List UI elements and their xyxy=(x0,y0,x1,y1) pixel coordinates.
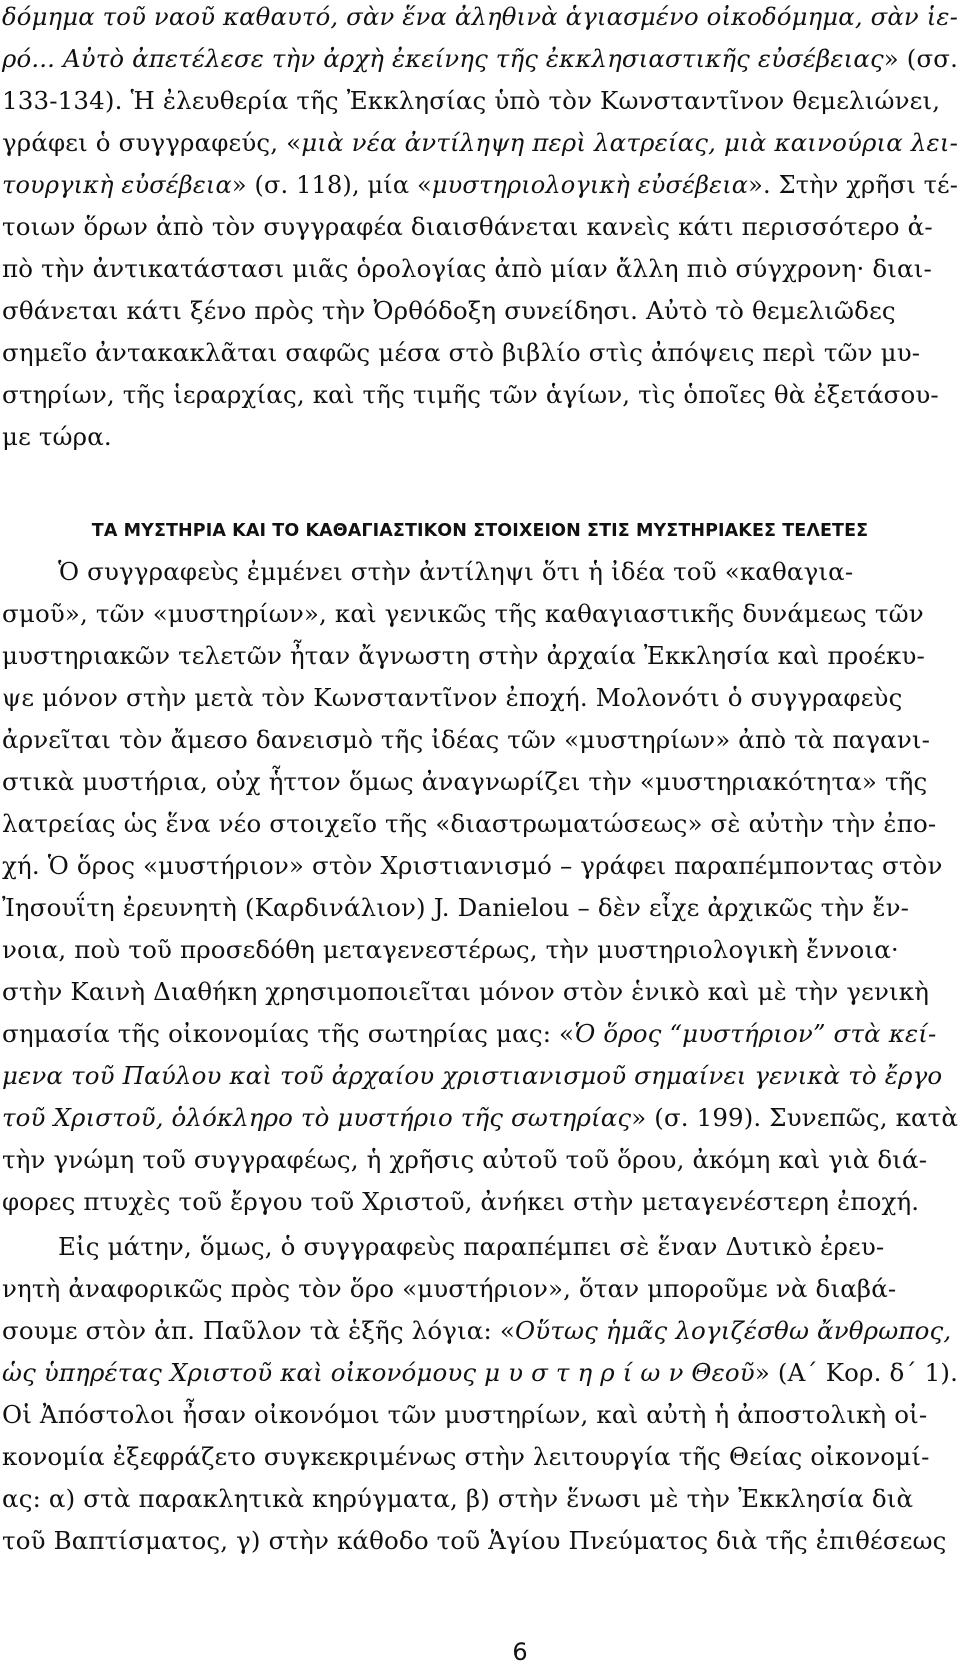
text-line: ρό... Αὐτὸ ἀπετέλεσε τὴν ἀρχὴ ἐκείνης τῆς ἐκκλησιαστικῆς εὐσέβειας» (σσ. xyxy=(2,44,958,73)
text-line: σουμε στὸν ἀπ. Παῦλον τὰ ἑξῆς λόγια: «Οὕτως ἡμᾶς λογιζέσθω ἄνθρωπος, xyxy=(2,1316,952,1345)
text-line: σημασία τῆς οἰκονομίας τῆς σωτηρίας μας: «Ὁ ὅρος “μυστήριον” στὰ κεί- xyxy=(2,1019,937,1048)
section-heading: ΤΑ ΜΥΣΤΗΡΙΑ ΚΑΙ ΤΟ ΚΑΘΑΓΙΑΣΤΙΚΟΝ ΣΤΟΙΧΕΙΟΝ ΣΤΙΣ ΜΥΣΤΗΡΙΑΚΕΣ ΤΕΛΕΤΕΣ xyxy=(91,521,869,541)
text-line: γράφει ὁ συγγραφεύς, «μιὰ νέα ἀντίληψη περὶ λατρείας, μιὰ καινούρια λει- xyxy=(2,128,958,157)
text-line: σημεῖο ἀντακακλᾶται σαφῶς μέσα στὸ βιβλίο στὶς ἀπόψεις περὶ τῶν μυ- xyxy=(2,338,921,367)
text-line: μενα τοῦ Παύλου καὶ τοῦ ἀρχαίου χριστιανισμοῦ σημαίνει γενικὰ τὸ ἔργο xyxy=(2,1061,943,1090)
text-line: Οἱ Ἀπόστολοι ἦσαν οἰκονόμοι τῶν μυστηρίων, καὶ αὐτὴ ἡ ἀποστολικὴ οἰ- xyxy=(2,1400,928,1429)
text-line: τουργικὴ εὐσέβεια» (σ. 118), μία «μυστηριολογικὴ εὐσέβεια». Στὴν χρῆσι τέ- xyxy=(2,170,958,199)
text-line: τοῦ Χριστοῦ, ὁλόκληρο τὸ μυστήριο τῆς σωτηρίας» (σ. 199). Συνεπῶς, κατὰ xyxy=(2,1103,958,1132)
text-line: ψε μόνον στὴν μετὰ τὸν Κωνσταντῖνον ἐποχή. Μολονότι ὁ συγγραφεὺς xyxy=(2,683,903,712)
text-line: νοια, ποὺ τοῦ προσεδόθη μεταγενεστέρως, τὴν μυστηριολογικὴ ἔννοια· xyxy=(2,935,899,964)
text-line: τοῦ Βαπτίσματος, γ) στὴν κάθοδο τοῦ Ἁγίου Πνεύματος διὰ τῆς ἐπιθέσεως xyxy=(2,1526,947,1555)
text-line: κονομία ἐξεφράζετο συγκεκριμένως στὴν λειτουργία τῆς Θείας οἰκονομί- xyxy=(2,1442,930,1471)
text-line: σμοῦ», τῶν «μυστηρίων», καὶ γενικῶς τῆς καθαγιαστικῆς δυνάμεως τῶν xyxy=(2,599,924,628)
text-line: ας: α) στὰ παρακλητικὰ κηρύγματα, β) στὴν ἕνωσι μὲ τὴν Ἐκκλησία διὰ xyxy=(2,1484,914,1513)
text-line: νητὴ ἀναφορικῶς πρὸς τὸν ὅρο «μυστήριον», ὅταν μποροῦμε νὰ διαβά- xyxy=(2,1274,897,1303)
text-line: με τώρα. xyxy=(2,422,112,451)
text-line: στικὰ μυστήρια, οὐχ ἧττον ὅμως ἀναγνωρίζει τὴν «μυστηριακότητα» τῆς xyxy=(2,767,928,796)
text-line: μυστηριακῶν τελετῶν ἦταν ἄγνωστη στὴν ἀρχαία Ἐκκλησία καὶ προέκυ- xyxy=(2,641,925,670)
text-line: σθάνεται κάτι ξένο πρὸς τὴν Ὀρθόδοξη συνείδησι. Αὐτὸ τὸ θεμελιῶδες xyxy=(2,296,896,325)
text-line: ἀρνεῖται τὸν ἄμεσο δανεισμὸ τῆς ἰδέας τῶν «μυστηρίων» ἀπὸ τὰ παγανι- xyxy=(2,725,931,754)
text-line: Εἰς μάτην, ὅμως, ὁ συγγραφεὺς παραπέμπει σὲ ἕναν Δυτικὸ ἐρευ- xyxy=(58,1232,885,1261)
text-line: στὴν Καινὴ Διαθήκη χρησιμοποιεῖται μόνον στὸν ἑνικὸ καὶ μὲ τὴν γενικὴ xyxy=(2,977,930,1006)
text-line: χή. Ὁ ὅρος «μυστήριον» στὸν Χριστιανισμό – γράφει παραπέμποντας στὸν xyxy=(2,851,943,880)
text-line: τοιων ὅρων ἀπὸ τὸν συγγραφέα διαισθάνεται κανεὶς κάτι περισσότερο ἀ- xyxy=(2,212,933,241)
text-line: Ὁ συγγραφεὺς ἐμμένει στὴν ἀντίληψι ὅτι ἡ ἰδέα τοῦ «καθαγια- xyxy=(58,557,854,586)
text-line: δόμημα τοῦ ναοῦ καθαυτό, σὰν ἕνα ἀληθινὰ ἁγιασμένο οἰκοδόμημα, σὰν ἱε- xyxy=(2,2,958,31)
text-line: ὡς ὑπηρέτας Χριστοῦ καὶ οἰκονόμους μ υ σ τ η ρ ί ω ν Θεοῦ» (Α΄ Κορ. δ΄ 1). xyxy=(2,1358,958,1387)
text-line: λατρείας ὡς ἕνα νέο στοιχεῖο τῆς «διαστρωματώσεως» σὲ αὐτὴν τὴν ἐπο- xyxy=(2,809,937,838)
page-number: 6 xyxy=(512,1638,528,1666)
text-line: πὸ τὴν ἀντικατάστασι μιᾶς ὁρολογίας ἀπὸ μίαν ἄλλη πιὸ σύγχρονη· διαι- xyxy=(2,254,932,283)
text-line: 133-134). Ἡ ἐλευθερία τῆς Ἐκκλησίας ὑπὸ τὸν Κωνσταντῖνον θεμελιώνει, xyxy=(2,86,941,115)
text-line: Ἰησουΐτη ἐρευνητὴ (Καρδινάλιον) J. Danielou – δὲν εἶχε ἀρχικῶς τὴν ἔν- xyxy=(2,893,910,922)
text-line: φορες πτυχὲς τοῦ ἔργου τοῦ Χριστοῦ, ἀνήκει στὴν μεταγενέστερη ἐποχή. xyxy=(2,1187,920,1216)
text-line: τὴν γνώμη τοῦ συγγραφέως, ἡ χρῆσις αὐτοῦ τοῦ ὅρου, ἀκόμη καὶ γιὰ διά- xyxy=(2,1145,928,1174)
text-line: στηρίων, τῆς ἱεραρχίας, καὶ τῆς τιμῆς τῶν ἁγίων, τὶς ὁποῖες θὰ ἐξετάσου- xyxy=(2,380,939,409)
